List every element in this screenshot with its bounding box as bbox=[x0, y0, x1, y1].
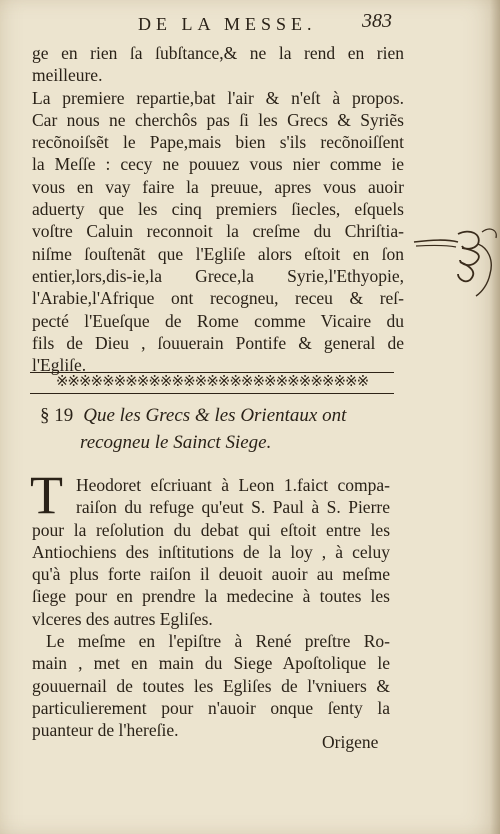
text-line: recõnoiſsẽt le Pape,mais bien s'ils recõnoiſſent bbox=[32, 132, 404, 153]
text-line: La premiere repartie,bat l'air & n'eſt à propos. bbox=[32, 87, 404, 108]
section-title-line-2: recogneu le Sainct Siege. bbox=[80, 432, 272, 453]
bottom-paragraphs bbox=[32, 474, 390, 742]
text-line: l'Egliſe. bbox=[32, 355, 87, 376]
text-line: niſme ſouſtenãt que l'Egliſe alors eſtoit en ſon bbox=[32, 243, 404, 264]
text-line: gouuernail de toutes les Egliſes de l'vniuers & bbox=[32, 675, 390, 696]
page-edge-shadow bbox=[490, 0, 500, 834]
text-line: meilleure. bbox=[32, 65, 103, 86]
text-line: pour la reſolution du debat qui eſtoit entre les bbox=[32, 519, 390, 540]
text-line: l'Arabie,l'Afrique ont recogneu, receu & reſ- bbox=[32, 288, 404, 309]
section-heading bbox=[40, 402, 400, 456]
text-line: vlceres des autres Egliſes. bbox=[32, 608, 213, 629]
text-line: Antiochiens des inſtitutions de la loy , à celuy bbox=[32, 541, 390, 562]
text-line: la Meſſe : cecy ne pouuez vous nier comme ie bbox=[32, 154, 404, 175]
text-line: particulierement pour n'auoir onque ſenty la bbox=[32, 697, 390, 718]
running-title: DE LA MESSE. bbox=[138, 14, 317, 34]
text-line: Car nous ne cherchôs pas ſi les Grecs & Syriẽs bbox=[32, 109, 404, 130]
section-title-line-1: Que les Grecs & les Orientaux ont bbox=[83, 405, 347, 426]
catchword: Origene bbox=[322, 732, 379, 752]
text-line: aduerty que les cinq premiers ſiecles, eſquels bbox=[32, 199, 404, 220]
section-mark: § 19 bbox=[40, 405, 74, 426]
text-line: entier,lors,dis-ie,la Grece,la Syrie,l'Ethyopie, bbox=[32, 265, 404, 286]
text-line: fils de Dieu , ſouuerain Pontife & general de bbox=[32, 332, 404, 353]
text-line: ge en rien ſa ſubſtance,& ne la rend en rien bbox=[32, 43, 404, 63]
running-head bbox=[0, 6, 500, 38]
text-line: Heodoret eſcriuant à Leon 1.faict compa- bbox=[76, 475, 390, 495]
text-line: ſiege pour en prendre la medecine à toutes les bbox=[32, 586, 390, 607]
text-line: puanteur de l'hereſie. bbox=[32, 720, 179, 741]
text-line: vous en vay faire la preuue, apres vous auoir bbox=[32, 176, 404, 197]
text-line: qu'à plus forte raiſon il deuoit auoir au meſme bbox=[32, 564, 390, 585]
text-line: main , met en main du Siege Apoſtolique le bbox=[32, 653, 390, 674]
text-line: pecté l'Eueſque de Rome comme Vicaire du bbox=[32, 310, 404, 331]
text-line: voſtre Caluin reconnoit la creſme du Chriſtia- bbox=[32, 221, 404, 242]
drop-cap: T bbox=[30, 465, 63, 525]
top-paragraphs bbox=[32, 42, 404, 376]
manicule-icon bbox=[412, 220, 500, 300]
page-number: 383 bbox=[362, 10, 392, 32]
decorative-rule: ※※※※※※※※※※※※※※※※※※※※※※※※※※※ bbox=[30, 372, 394, 394]
text-line: Le meſme en l'epiſtre à René preſtre Ro- bbox=[46, 631, 390, 652]
text-line: raiſon du refuge qu'eut S. Paul à S. Pierre bbox=[76, 497, 390, 518]
